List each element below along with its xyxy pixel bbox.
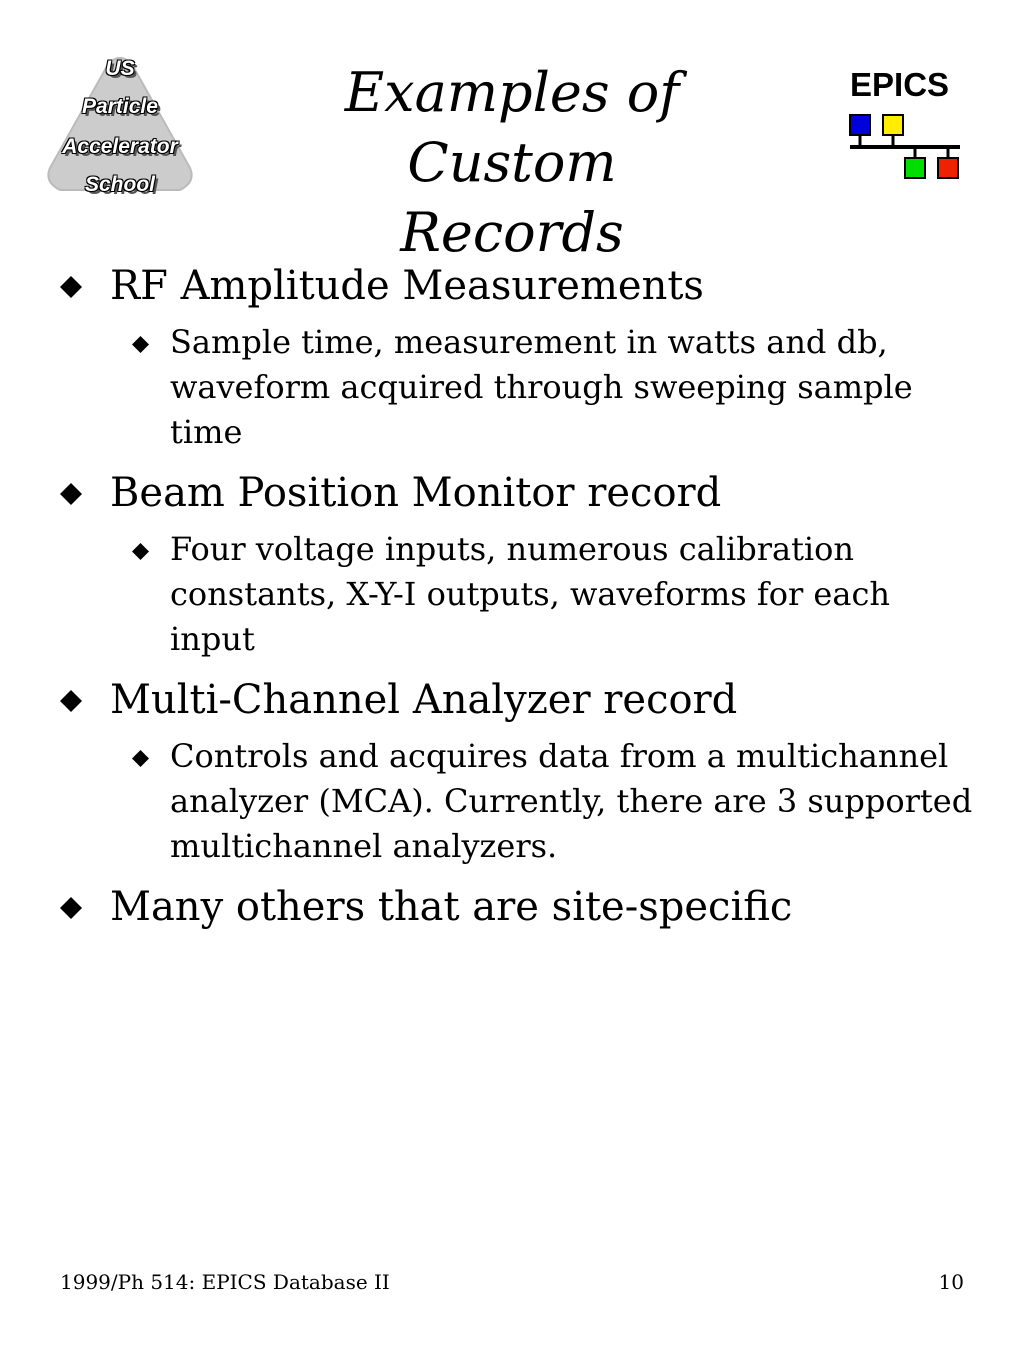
bullet-item [60,469,980,517]
sub-bullet-text: Sample time, measurement in watts and db, waveform acquired through sweeping sample time [170,323,913,451]
sub-bullet-text: Controls and acquires data from a multichannel analyzer (MCA). Currently, there are 3 supported multichannel analyzers. [170,737,973,865]
bullet-item [60,883,980,931]
logo-text-school: School [84,173,155,196]
bullet-text: RF Amplitude Measurements [110,263,704,309]
diamond-bullet-icon [132,336,149,353]
diamond-bullet-icon [132,750,149,767]
bullet-text: Multi-Channel Analyzer record [110,677,738,723]
epics-square-red [938,158,958,178]
diamond-bullet-icon [60,897,82,919]
title-line-1: Examples of Custom [344,61,680,194]
page-title [240,58,784,268]
bullet-item [60,676,980,724]
epics-square-yellow [883,115,903,135]
diamond-bullet-icon [132,543,149,560]
title-line-2: Records [400,201,624,264]
bullet-text: Many others that are site-specific [110,884,793,930]
epics-logo [840,62,980,192]
epics-square-blue [850,115,870,135]
school-logo [40,50,200,200]
bullet-item [60,262,980,310]
diamond-bullet-icon [60,483,82,505]
logo-text-accelerator: Accelerator [62,135,178,158]
sub-bullet-item [110,527,980,662]
sub-bullet-text: Four voltage inputs, numerous calibration constants, X-Y-I outputs, waveforms for each input [170,530,890,658]
epics-logo-text: EPICS [850,66,950,103]
logo-text-particle: Particle [82,95,158,118]
logo-text-us: US [105,57,135,80]
network-icon [840,62,980,192]
sub-bullet-item [110,320,980,455]
bullet-text: Beam Position Monitor record [110,470,722,516]
bullet-list [60,262,980,943]
diamond-bullet-icon [60,690,82,712]
page-number: 10 [938,1270,964,1294]
epics-square-green [905,158,925,178]
diamond-bullet-icon [60,276,82,298]
sub-bullet-item [110,734,980,869]
footer-course: 1999/Ph 514: EPICS Database II [60,1270,390,1294]
